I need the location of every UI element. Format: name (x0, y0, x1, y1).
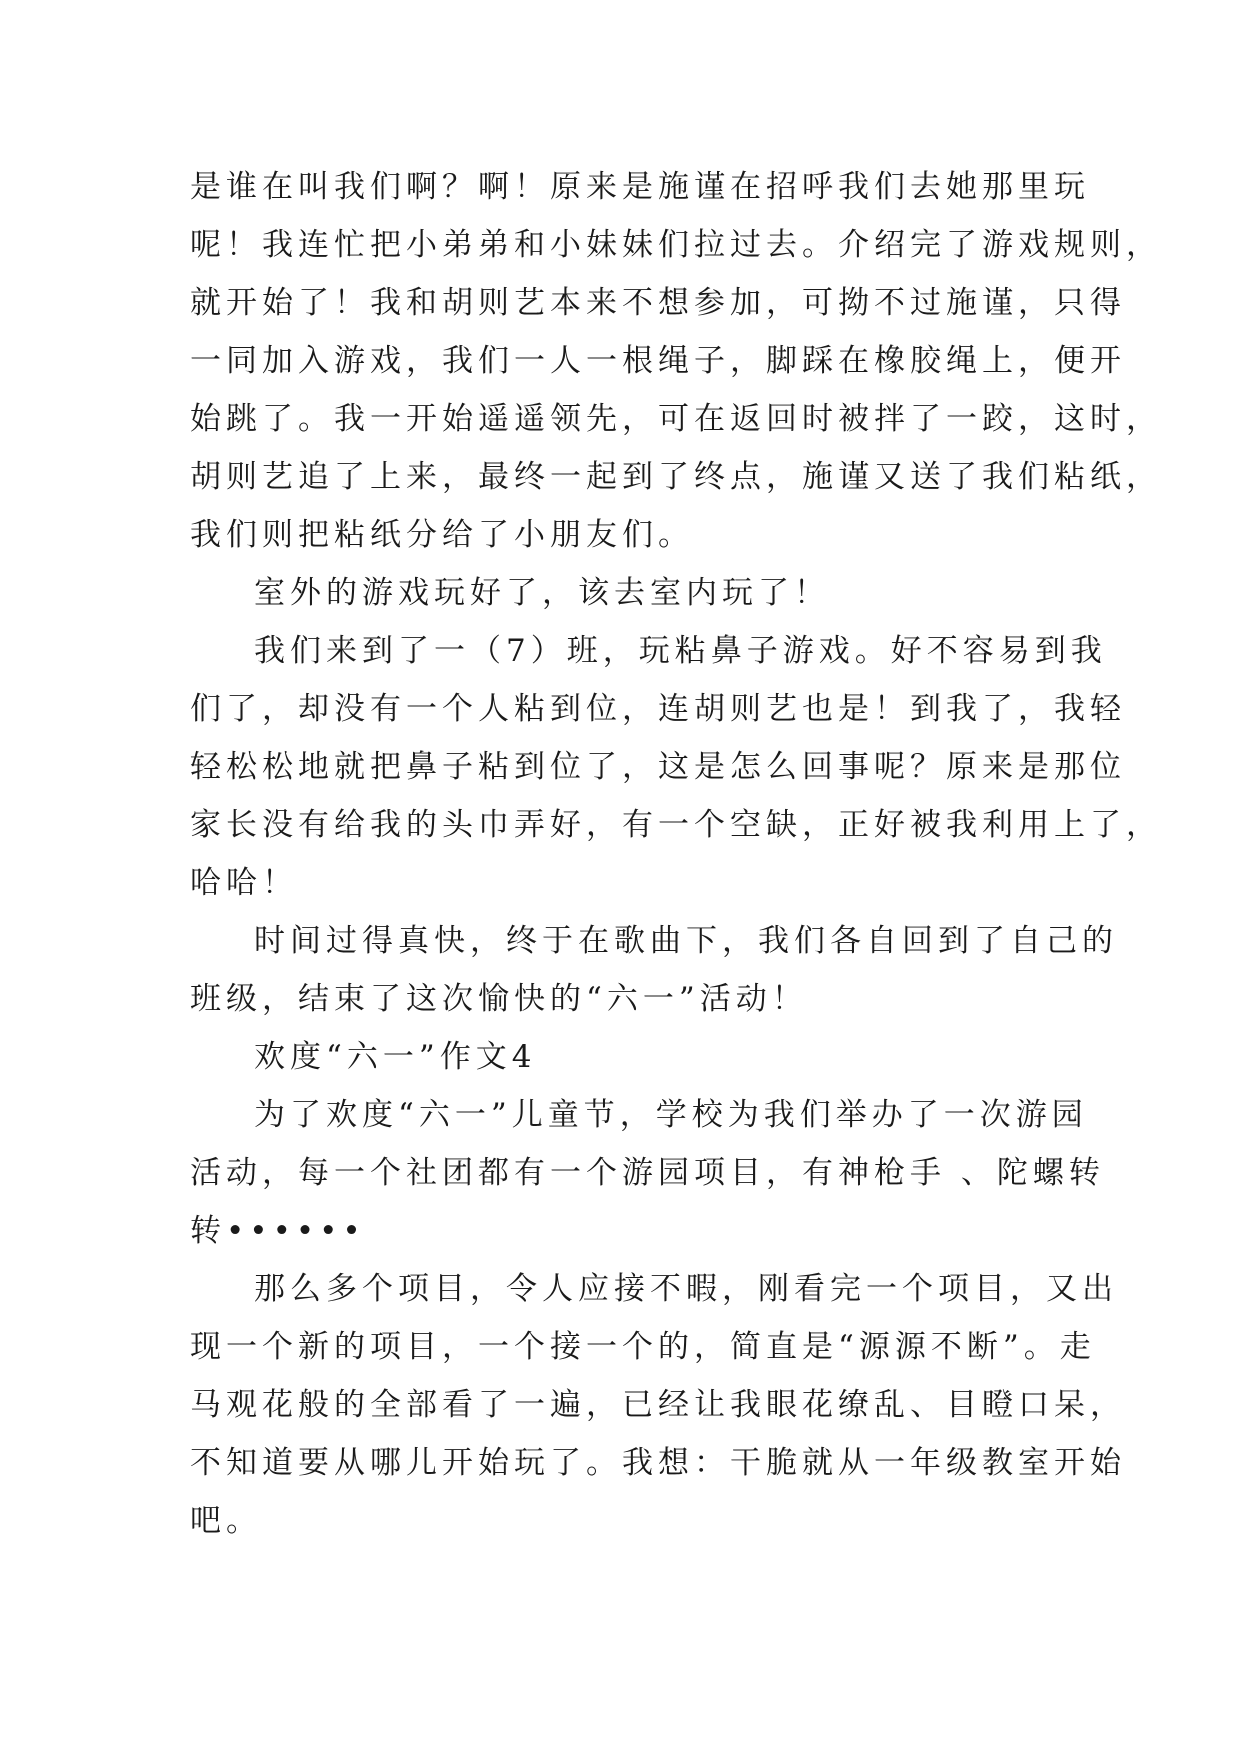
section-heading: 欢度“六一”作文4 (254, 1039, 537, 1075)
text-line-23: 不知道要从哪儿开始玩了。我想：干脆就从一年级教室开始 (190, 1445, 1126, 1481)
text-line-22: 马观花般的全部看了一遍，已经让我眼花缭乱、目瞪口呆， (190, 1387, 1126, 1423)
text-line-2: 呢！我连忙把小弟弟和小妹妹们拉过去。介绍完了游戏规则， (190, 227, 1162, 263)
text-line-19: 转•••••• (190, 1213, 366, 1249)
document-body (190, 158, 1162, 1550)
text-line-4: 一同加入游戏，我们一人一根绳子，脚踩在橡胶绳上，便开 (190, 343, 1126, 379)
text-line-3: 就开始了！我和胡则艺本来不想参加，可拗不过施谨，只得 (190, 285, 1126, 321)
text-line-13: 哈哈！ (190, 865, 298, 901)
text-line-15: 班级，结束了这次愉快的“六一”活动！ (190, 981, 808, 1017)
text-line-7: 我们则把粘纸分给了小朋友们。 (190, 517, 694, 553)
text-line-10: 们了，却没有一个人粘到位，连胡则艺也是！到我了，我轻 (190, 691, 1126, 727)
text-line-17: 为了欢度“六一”儿童节，学校为我们举办了一次游园 (254, 1097, 1088, 1133)
text-line-14: 时间过得真快，终于在歌曲下，我们各自回到了自己的 (254, 923, 1118, 959)
text-line-8: 室外的游戏玩好了，该去室内玩了！ (254, 575, 830, 611)
text-line-20: 那么多个项目，令人应接不暇，刚看完一个项目，又出 (254, 1271, 1118, 1307)
text-line-6: 胡则艺追了上来，最终一起到了终点，施谨又送了我们粘纸， (190, 459, 1162, 495)
text-line-11: 轻松松地就把鼻子粘到位了，这是怎么回事呢？原来是那位 (190, 749, 1126, 785)
text-line-24: 吧。 (190, 1503, 262, 1539)
text-line-21: 现一个新的项目，一个接一个的，简直是“源源不断”。走 (190, 1329, 1096, 1365)
text-line-18: 活动，每一个社团都有一个游园项目，有神枪手 、陀螺转 (190, 1155, 1105, 1191)
text-line-9: 我们来到了一（7）班，玩粘鼻子游戏。好不容易到我 (254, 633, 1107, 669)
text-line-5: 始跳了。我一开始遥遥领先，可在返回时被拌了一跤，这时， (190, 401, 1162, 437)
text-line-12: 家长没有给我的头巾弄好，有一个空缺，正好被我利用上了， (190, 807, 1162, 843)
text-line-1: 是谁在叫我们啊？啊！原来是施谨在招呼我们去她那里玩 (190, 169, 1090, 205)
